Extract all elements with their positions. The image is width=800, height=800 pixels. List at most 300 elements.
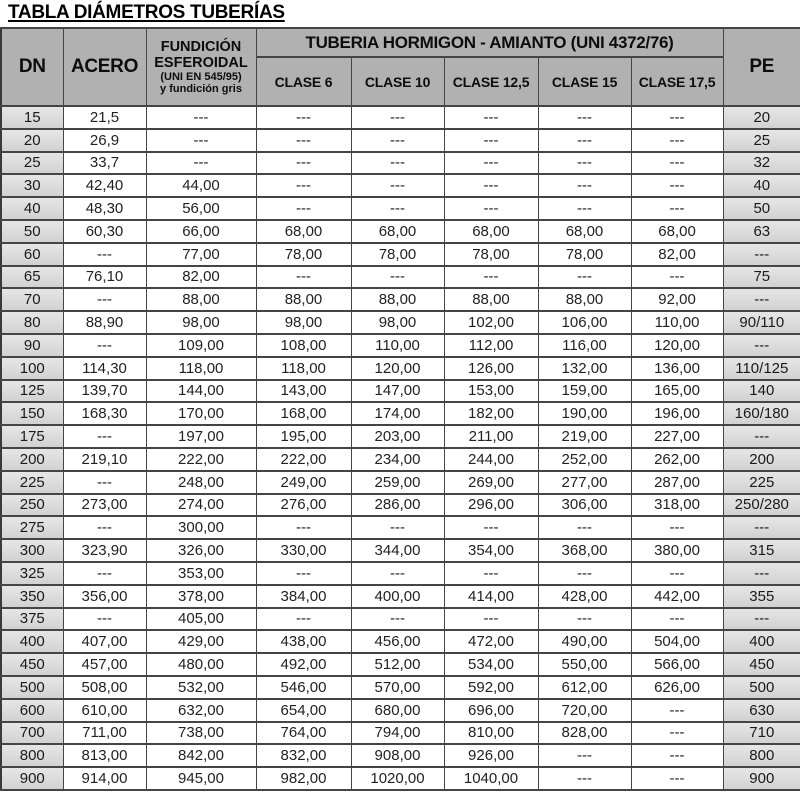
cell-pe: 710 (723, 722, 800, 745)
cell-pe: 40 (723, 174, 800, 197)
cell-value: --- (256, 516, 351, 539)
cell-dn: 450 (1, 653, 63, 676)
cell-value: 68,00 (351, 220, 444, 243)
cell-value: 78,00 (351, 243, 444, 266)
cell-value: --- (256, 152, 351, 175)
cell-pe: 800 (723, 744, 800, 767)
table-row (1, 699, 800, 722)
cell-pe: --- (723, 288, 800, 311)
cell-value: --- (351, 266, 444, 289)
cell-value: --- (631, 744, 723, 767)
cell-value: 118,00 (256, 357, 351, 380)
table-row (1, 494, 800, 517)
cell-value: 570,00 (351, 676, 444, 699)
cell-value: --- (256, 197, 351, 220)
cell-value: 78,00 (256, 243, 351, 266)
cell-dn: 15 (1, 106, 63, 129)
cell-pe: 20 (723, 106, 800, 129)
cell-value: 98,00 (146, 311, 256, 334)
cell-value: 296,00 (444, 494, 538, 517)
cell-value: 197,00 (146, 425, 256, 448)
cell-value: --- (538, 516, 631, 539)
table-row (1, 106, 800, 129)
cell-value: 88,00 (256, 288, 351, 311)
cell-dn: 350 (1, 585, 63, 608)
cell-value: 696,00 (444, 699, 538, 722)
cell-value: --- (631, 699, 723, 722)
cell-value: 982,00 (256, 767, 351, 790)
cell-value: --- (146, 106, 256, 129)
table-row (1, 630, 800, 653)
cell-value: --- (256, 608, 351, 631)
cell-value: 112,00 (444, 334, 538, 357)
cell-value: --- (351, 152, 444, 175)
cell-value: --- (444, 266, 538, 289)
cell-value: 504,00 (631, 630, 723, 653)
cell-value: 110,00 (631, 311, 723, 334)
cell-value: --- (63, 608, 146, 631)
cell-value: --- (351, 106, 444, 129)
cell-value: 144,00 (146, 380, 256, 403)
cell-value: 1040,00 (444, 767, 538, 790)
cell-value: --- (444, 516, 538, 539)
fundicion-line1: FUNDICIÓN (160, 39, 242, 55)
cell-value: --- (63, 562, 146, 585)
cell-value: 407,00 (63, 630, 146, 653)
cell-value: 77,00 (146, 243, 256, 266)
cell-pe: 75 (723, 266, 800, 289)
cell-value: 88,00 (444, 288, 538, 311)
cell-value: 323,90 (63, 539, 146, 562)
cell-dn: 30 (1, 174, 63, 197)
cell-value: 492,00 (256, 653, 351, 676)
cell-value: 88,00 (538, 288, 631, 311)
cell-value: 126,00 (444, 357, 538, 380)
table-row (1, 197, 800, 220)
cell-value: 244,00 (444, 448, 538, 471)
cell-value: 306,00 (538, 494, 631, 517)
cell-value: --- (538, 744, 631, 767)
cell-value: 612,00 (538, 676, 631, 699)
cell-value: 182,00 (444, 402, 538, 425)
cell-value: 738,00 (146, 722, 256, 745)
table-row (1, 220, 800, 243)
cell-pe: 200 (723, 448, 800, 471)
cell-value: 120,00 (351, 357, 444, 380)
cell-value: 136,00 (631, 357, 723, 380)
cell-dn: 175 (1, 425, 63, 448)
cell-dn: 200 (1, 448, 63, 471)
clase-header: CLASE 10 (351, 57, 444, 106)
cell-value: 353,00 (146, 562, 256, 585)
cell-dn: 325 (1, 562, 63, 585)
cell-value: 711,00 (63, 722, 146, 745)
cell-value: 438,00 (256, 630, 351, 653)
cell-pe: 355 (723, 585, 800, 608)
fundicion-line4: y fundición gris (160, 83, 242, 95)
cell-dn: 65 (1, 266, 63, 289)
cell-value: --- (538, 608, 631, 631)
cell-dn: 100 (1, 357, 63, 380)
cell-value: 277,00 (538, 471, 631, 494)
cell-dn: 700 (1, 722, 63, 745)
cell-value: --- (351, 516, 444, 539)
cell-dn: 800 (1, 744, 63, 767)
cell-value: --- (256, 106, 351, 129)
cell-value: 273,00 (63, 494, 146, 517)
cell-value: 400,00 (351, 585, 444, 608)
cell-value: --- (444, 197, 538, 220)
cell-value: --- (538, 767, 631, 790)
cell-dn: 225 (1, 471, 63, 494)
cell-value: 44,00 (146, 174, 256, 197)
cell-value: --- (351, 174, 444, 197)
cell-value: 405,00 (146, 608, 256, 631)
table-row (1, 608, 800, 631)
table-row (1, 653, 800, 676)
cell-value: --- (444, 608, 538, 631)
table-row (1, 311, 800, 334)
cell-value: --- (631, 174, 723, 197)
cell-value: 794,00 (351, 722, 444, 745)
cell-pe: 225 (723, 471, 800, 494)
cell-value: 534,00 (444, 653, 538, 676)
cell-value: 490,00 (538, 630, 631, 653)
cell-value: 98,00 (256, 311, 351, 334)
cell-value: 764,00 (256, 722, 351, 745)
cell-value: 442,00 (631, 585, 723, 608)
cell-value: 720,00 (538, 699, 631, 722)
cell-dn: 40 (1, 197, 63, 220)
cell-value: --- (538, 106, 631, 129)
cell-value: --- (631, 197, 723, 220)
cell-value: 143,00 (256, 380, 351, 403)
cell-value: 227,00 (631, 425, 723, 448)
cell-value: 914,00 (63, 767, 146, 790)
table-row (1, 152, 800, 175)
diameter-table (0, 27, 800, 791)
cell-value: 354,00 (444, 539, 538, 562)
cell-value: 110,00 (351, 334, 444, 357)
cell-value: 68,00 (631, 220, 723, 243)
cell-pe: 32 (723, 152, 800, 175)
cell-value: 480,00 (146, 653, 256, 676)
col-acero-header: ACERO (63, 28, 146, 106)
cell-pe: 160/180 (723, 402, 800, 425)
cell-value: --- (538, 562, 631, 585)
col-fundicion-header (146, 28, 256, 106)
table-row (1, 744, 800, 767)
cell-value: 109,00 (146, 334, 256, 357)
cell-value: 810,00 (444, 722, 538, 745)
cell-value: --- (63, 243, 146, 266)
cell-value: --- (351, 129, 444, 152)
cell-value: --- (63, 516, 146, 539)
cell-value: 512,00 (351, 653, 444, 676)
table-row (1, 767, 800, 790)
cell-value: 190,00 (538, 402, 631, 425)
clase-header: CLASE 6 (256, 57, 351, 106)
cell-value: 33,7 (63, 152, 146, 175)
cell-pe: 315 (723, 539, 800, 562)
cell-value: 472,00 (444, 630, 538, 653)
cell-value: 550,00 (538, 653, 631, 676)
cell-value: --- (444, 562, 538, 585)
cell-value: 88,00 (146, 288, 256, 311)
cell-value: 203,00 (351, 425, 444, 448)
cell-dn: 500 (1, 676, 63, 699)
table-row (1, 288, 800, 311)
cell-dn: 600 (1, 699, 63, 722)
table-row (1, 676, 800, 699)
cell-value: 832,00 (256, 744, 351, 767)
cell-value: 626,00 (631, 676, 723, 699)
table-row (1, 129, 800, 152)
cell-value: 68,00 (538, 220, 631, 243)
cell-value: 828,00 (538, 722, 631, 745)
cell-value: --- (444, 106, 538, 129)
fundicion-line2: ESFEROIDAL (154, 55, 248, 71)
cell-value: 68,00 (444, 220, 538, 243)
cell-value: 165,00 (631, 380, 723, 403)
cell-value: 153,00 (444, 380, 538, 403)
cell-dn: 900 (1, 767, 63, 790)
cell-value: 102,00 (444, 311, 538, 334)
cell-value: 26,9 (63, 129, 146, 152)
cell-value: 118,00 (146, 357, 256, 380)
cell-value: --- (444, 129, 538, 152)
cell-value: 42,40 (63, 174, 146, 197)
cell-value: 274,00 (146, 494, 256, 517)
cell-value: 159,00 (538, 380, 631, 403)
col-pe-header: PE (723, 28, 800, 106)
cell-value: 269,00 (444, 471, 538, 494)
cell-value: 592,00 (444, 676, 538, 699)
cell-value: --- (538, 266, 631, 289)
cell-value: --- (631, 722, 723, 745)
cell-value: 326,00 (146, 539, 256, 562)
cell-dn: 125 (1, 380, 63, 403)
table-row (1, 334, 800, 357)
table-row (1, 266, 800, 289)
cell-value: 330,00 (256, 539, 351, 562)
cell-value: --- (63, 471, 146, 494)
cell-value: 219,00 (538, 425, 631, 448)
col-dn-header: DN (1, 28, 63, 106)
cell-value: 222,00 (146, 448, 256, 471)
cell-pe: --- (723, 243, 800, 266)
cell-pe: 90/110 (723, 311, 800, 334)
clase-header: CLASE 12,5 (444, 57, 538, 106)
cell-value: 98,00 (351, 311, 444, 334)
table-row (1, 585, 800, 608)
cell-value: 546,00 (256, 676, 351, 699)
cell-pe: 140 (723, 380, 800, 403)
cell-value: 248,00 (146, 471, 256, 494)
table-row (1, 471, 800, 494)
cell-value: --- (256, 174, 351, 197)
cell-value: 318,00 (631, 494, 723, 517)
cell-value: 78,00 (538, 243, 631, 266)
cell-value: 120,00 (631, 334, 723, 357)
cell-value: --- (538, 197, 631, 220)
cell-value: 174,00 (351, 402, 444, 425)
cell-pe: 500 (723, 676, 800, 699)
cell-value: 344,00 (351, 539, 444, 562)
cell-value: 632,00 (146, 699, 256, 722)
table-row (1, 402, 800, 425)
table-row (1, 562, 800, 585)
cell-value: 384,00 (256, 585, 351, 608)
cell-value: --- (538, 174, 631, 197)
cell-value: 132,00 (538, 357, 631, 380)
cell-value: 368,00 (538, 539, 631, 562)
cell-value: 48,30 (63, 197, 146, 220)
cell-value: --- (63, 288, 146, 311)
cell-pe: --- (723, 562, 800, 585)
cell-pe: 63 (723, 220, 800, 243)
cell-pe: 900 (723, 767, 800, 790)
cell-value: 380,00 (631, 539, 723, 562)
cell-value: --- (538, 129, 631, 152)
cell-value: 88,90 (63, 311, 146, 334)
cell-pe: --- (723, 608, 800, 631)
cell-value: 276,00 (256, 494, 351, 517)
cell-value: --- (256, 129, 351, 152)
cell-value: 234,00 (351, 448, 444, 471)
cell-value: 168,30 (63, 402, 146, 425)
cell-value: --- (351, 562, 444, 585)
cell-value: --- (631, 562, 723, 585)
cell-value: --- (351, 608, 444, 631)
fundicion-line3: (UNI EN 545/95) (160, 71, 242, 83)
cell-value: 170,00 (146, 402, 256, 425)
cell-dn: 70 (1, 288, 63, 311)
cell-value: 532,00 (146, 676, 256, 699)
cell-value: --- (351, 197, 444, 220)
table-body (1, 106, 800, 790)
group-header-hormigon: TUBERIA HORMIGON - AMIANTO (UNI 4372/76) (256, 28, 723, 57)
cell-dn: 90 (1, 334, 63, 357)
cell-value: 195,00 (256, 425, 351, 448)
cell-value: 252,00 (538, 448, 631, 471)
table-row (1, 243, 800, 266)
table-row (1, 380, 800, 403)
cell-value: 610,00 (63, 699, 146, 722)
cell-value: --- (538, 152, 631, 175)
cell-pe: 50 (723, 197, 800, 220)
cell-value: --- (63, 425, 146, 448)
table-header (1, 28, 800, 106)
cell-value: 222,00 (256, 448, 351, 471)
cell-value: --- (631, 266, 723, 289)
cell-dn: 400 (1, 630, 63, 653)
cell-value: 116,00 (538, 334, 631, 357)
cell-value: 211,00 (444, 425, 538, 448)
table-row (1, 425, 800, 448)
cell-value: 76,10 (63, 266, 146, 289)
cell-value: 429,00 (146, 630, 256, 653)
cell-value: 457,00 (63, 653, 146, 676)
cell-value: 82,00 (146, 266, 256, 289)
cell-dn: 50 (1, 220, 63, 243)
cell-pe: 110/125 (723, 357, 800, 380)
cell-pe: 250/280 (723, 494, 800, 517)
cell-pe: 400 (723, 630, 800, 653)
cell-dn: 80 (1, 311, 63, 334)
cell-value: 842,00 (146, 744, 256, 767)
table-row (1, 174, 800, 197)
clase-header: CLASE 17,5 (631, 57, 723, 106)
cell-pe: 630 (723, 699, 800, 722)
cell-value: 654,00 (256, 699, 351, 722)
cell-value: 147,00 (351, 380, 444, 403)
cell-dn: 25 (1, 152, 63, 175)
cell-value: 908,00 (351, 744, 444, 767)
cell-value: 356,00 (63, 585, 146, 608)
table-row (1, 516, 800, 539)
cell-pe: --- (723, 334, 800, 357)
cell-value: --- (631, 106, 723, 129)
cell-value: --- (631, 129, 723, 152)
cell-value: 414,00 (444, 585, 538, 608)
cell-value: --- (631, 767, 723, 790)
cell-value: 114,30 (63, 357, 146, 380)
cell-value: --- (444, 174, 538, 197)
cell-pe: --- (723, 516, 800, 539)
cell-value: 680,00 (351, 699, 444, 722)
cell-value: --- (256, 266, 351, 289)
cell-value: 813,00 (63, 744, 146, 767)
cell-value: 262,00 (631, 448, 723, 471)
cell-value: --- (631, 608, 723, 631)
cell-pe: --- (723, 425, 800, 448)
cell-dn: 275 (1, 516, 63, 539)
cell-value: 378,00 (146, 585, 256, 608)
cell-value: --- (146, 129, 256, 152)
cell-value: 78,00 (444, 243, 538, 266)
table-row (1, 448, 800, 471)
cell-value: 68,00 (256, 220, 351, 243)
cell-value: 926,00 (444, 744, 538, 767)
cell-value: 945,00 (146, 767, 256, 790)
cell-value: --- (631, 152, 723, 175)
cell-value: 139,70 (63, 380, 146, 403)
cell-value: --- (256, 562, 351, 585)
cell-value: --- (63, 334, 146, 357)
cell-value: --- (631, 516, 723, 539)
cell-value: 196,00 (631, 402, 723, 425)
cell-value: 219,10 (63, 448, 146, 471)
cell-value: 249,00 (256, 471, 351, 494)
cell-value: 1020,00 (351, 767, 444, 790)
cell-value: 21,5 (63, 106, 146, 129)
cell-value: 300,00 (146, 516, 256, 539)
cell-value: 428,00 (538, 585, 631, 608)
cell-value: --- (146, 152, 256, 175)
cell-value: 82,00 (631, 243, 723, 266)
cell-value: 566,00 (631, 653, 723, 676)
cell-value: 456,00 (351, 630, 444, 653)
cell-dn: 300 (1, 539, 63, 562)
table-row (1, 539, 800, 562)
cell-dn: 20 (1, 129, 63, 152)
table-row (1, 357, 800, 380)
clase-header: CLASE 15 (538, 57, 631, 106)
cell-pe: 450 (723, 653, 800, 676)
cell-dn: 375 (1, 608, 63, 631)
cell-value: 92,00 (631, 288, 723, 311)
